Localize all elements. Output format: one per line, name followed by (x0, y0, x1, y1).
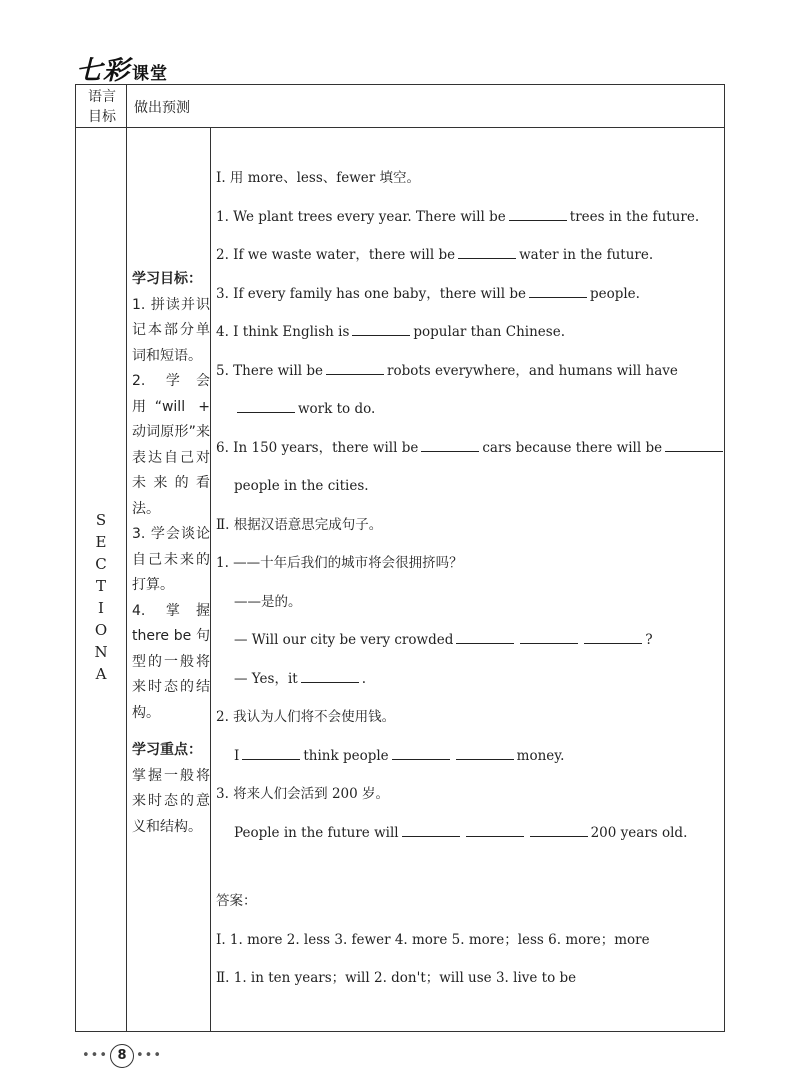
blank[interactable] (584, 629, 642, 644)
question-4: 4. I think English is popular than Chinese. (216, 313, 722, 352)
column-divider (126, 85, 127, 1031)
blank[interactable] (326, 360, 384, 375)
answer-title: 答案： (216, 893, 257, 909)
sentence-3-en: People in the future will 200 years old. (216, 814, 722, 853)
brand-logo: 七彩 课堂 (76, 56, 169, 86)
blank[interactable] (242, 745, 300, 760)
sentence-1-en: — Will our city be very crowded ? (216, 621, 722, 660)
exercise-content (216, 159, 722, 998)
blank[interactable] (530, 822, 588, 837)
page-number: ••• 8 ••• (82, 1044, 162, 1068)
question-5: 5. There will be robots everywhere，and humans will have (216, 352, 722, 391)
question-6-cont: people in the cities. (234, 478, 369, 494)
blank[interactable] (456, 745, 514, 760)
section-label: S E C T I O N A (94, 511, 108, 683)
language-goal-label: 语言目标 (88, 89, 116, 125)
sentence-1-en-answer: — Yes，it . (216, 660, 722, 699)
blank[interactable] (352, 321, 410, 336)
sentence-1-cn-answer: ——是的。 (234, 593, 302, 610)
sentence-3-cn: 3. 将来人们会活到 200 岁。 (216, 786, 390, 802)
blank[interactable] (237, 398, 295, 413)
question-6: 6. In 150 years，there will be cars because there will be (216, 429, 722, 468)
part2-title: Ⅱ. 根据汉语意思完成句子。 (216, 516, 383, 533)
question-1: 1. We plant trees every year. There will be trees in the future. (216, 198, 722, 237)
blank[interactable] (392, 745, 450, 760)
blank[interactable] (665, 437, 723, 452)
blank[interactable] (456, 629, 514, 644)
blank[interactable] (458, 244, 516, 259)
question-2: 2. If we waste water，there will be water in the future. (216, 236, 722, 275)
sentence-2-cn: 2. 我认为人们将不会使用钱。 (216, 709, 396, 725)
blank[interactable] (466, 822, 524, 837)
sentence-1-cn: 1. ——十年后我们的城市将会很拥挤吗？ (216, 555, 463, 571)
blank[interactable] (421, 437, 479, 452)
language-goal-value: 做出预测 (134, 100, 190, 116)
row-divider (76, 127, 724, 128)
blank[interactable] (520, 629, 578, 644)
blank[interactable] (402, 822, 460, 837)
blank[interactable] (529, 283, 587, 298)
sentence-2-en: I think people money. (216, 737, 722, 776)
question-5-cont: work to do. (216, 390, 722, 429)
worksheet-table (75, 84, 725, 1032)
question-3: 3. If every family has one baby，there will be people. (216, 275, 722, 314)
column-divider (210, 127, 211, 1031)
part1-title: Ⅰ. 用 more、less、fewer 填空。 (216, 170, 421, 186)
learning-goals: 学习目标： 1. 拼读并识记本部分单词和短语。 2. 学会用“will + 动词原形”来表达自己对未来的看法。 3. 学会谈论自己未来的打算。 4. 掌握 there be 句型的一般将来时态的结构。 学习重点： 掌握一般将来时态的意义和结构。 (132, 271, 210, 835)
blank[interactable] (301, 668, 359, 683)
answer-part1: Ⅰ. 1. more 2. less 3. fewer 4. more 5. more；less 6. more；more (216, 931, 650, 948)
blank[interactable] (509, 206, 567, 221)
answer-part2: Ⅱ. 1. in ten years；will 2. don't；will use 3. live to be (216, 970, 577, 986)
